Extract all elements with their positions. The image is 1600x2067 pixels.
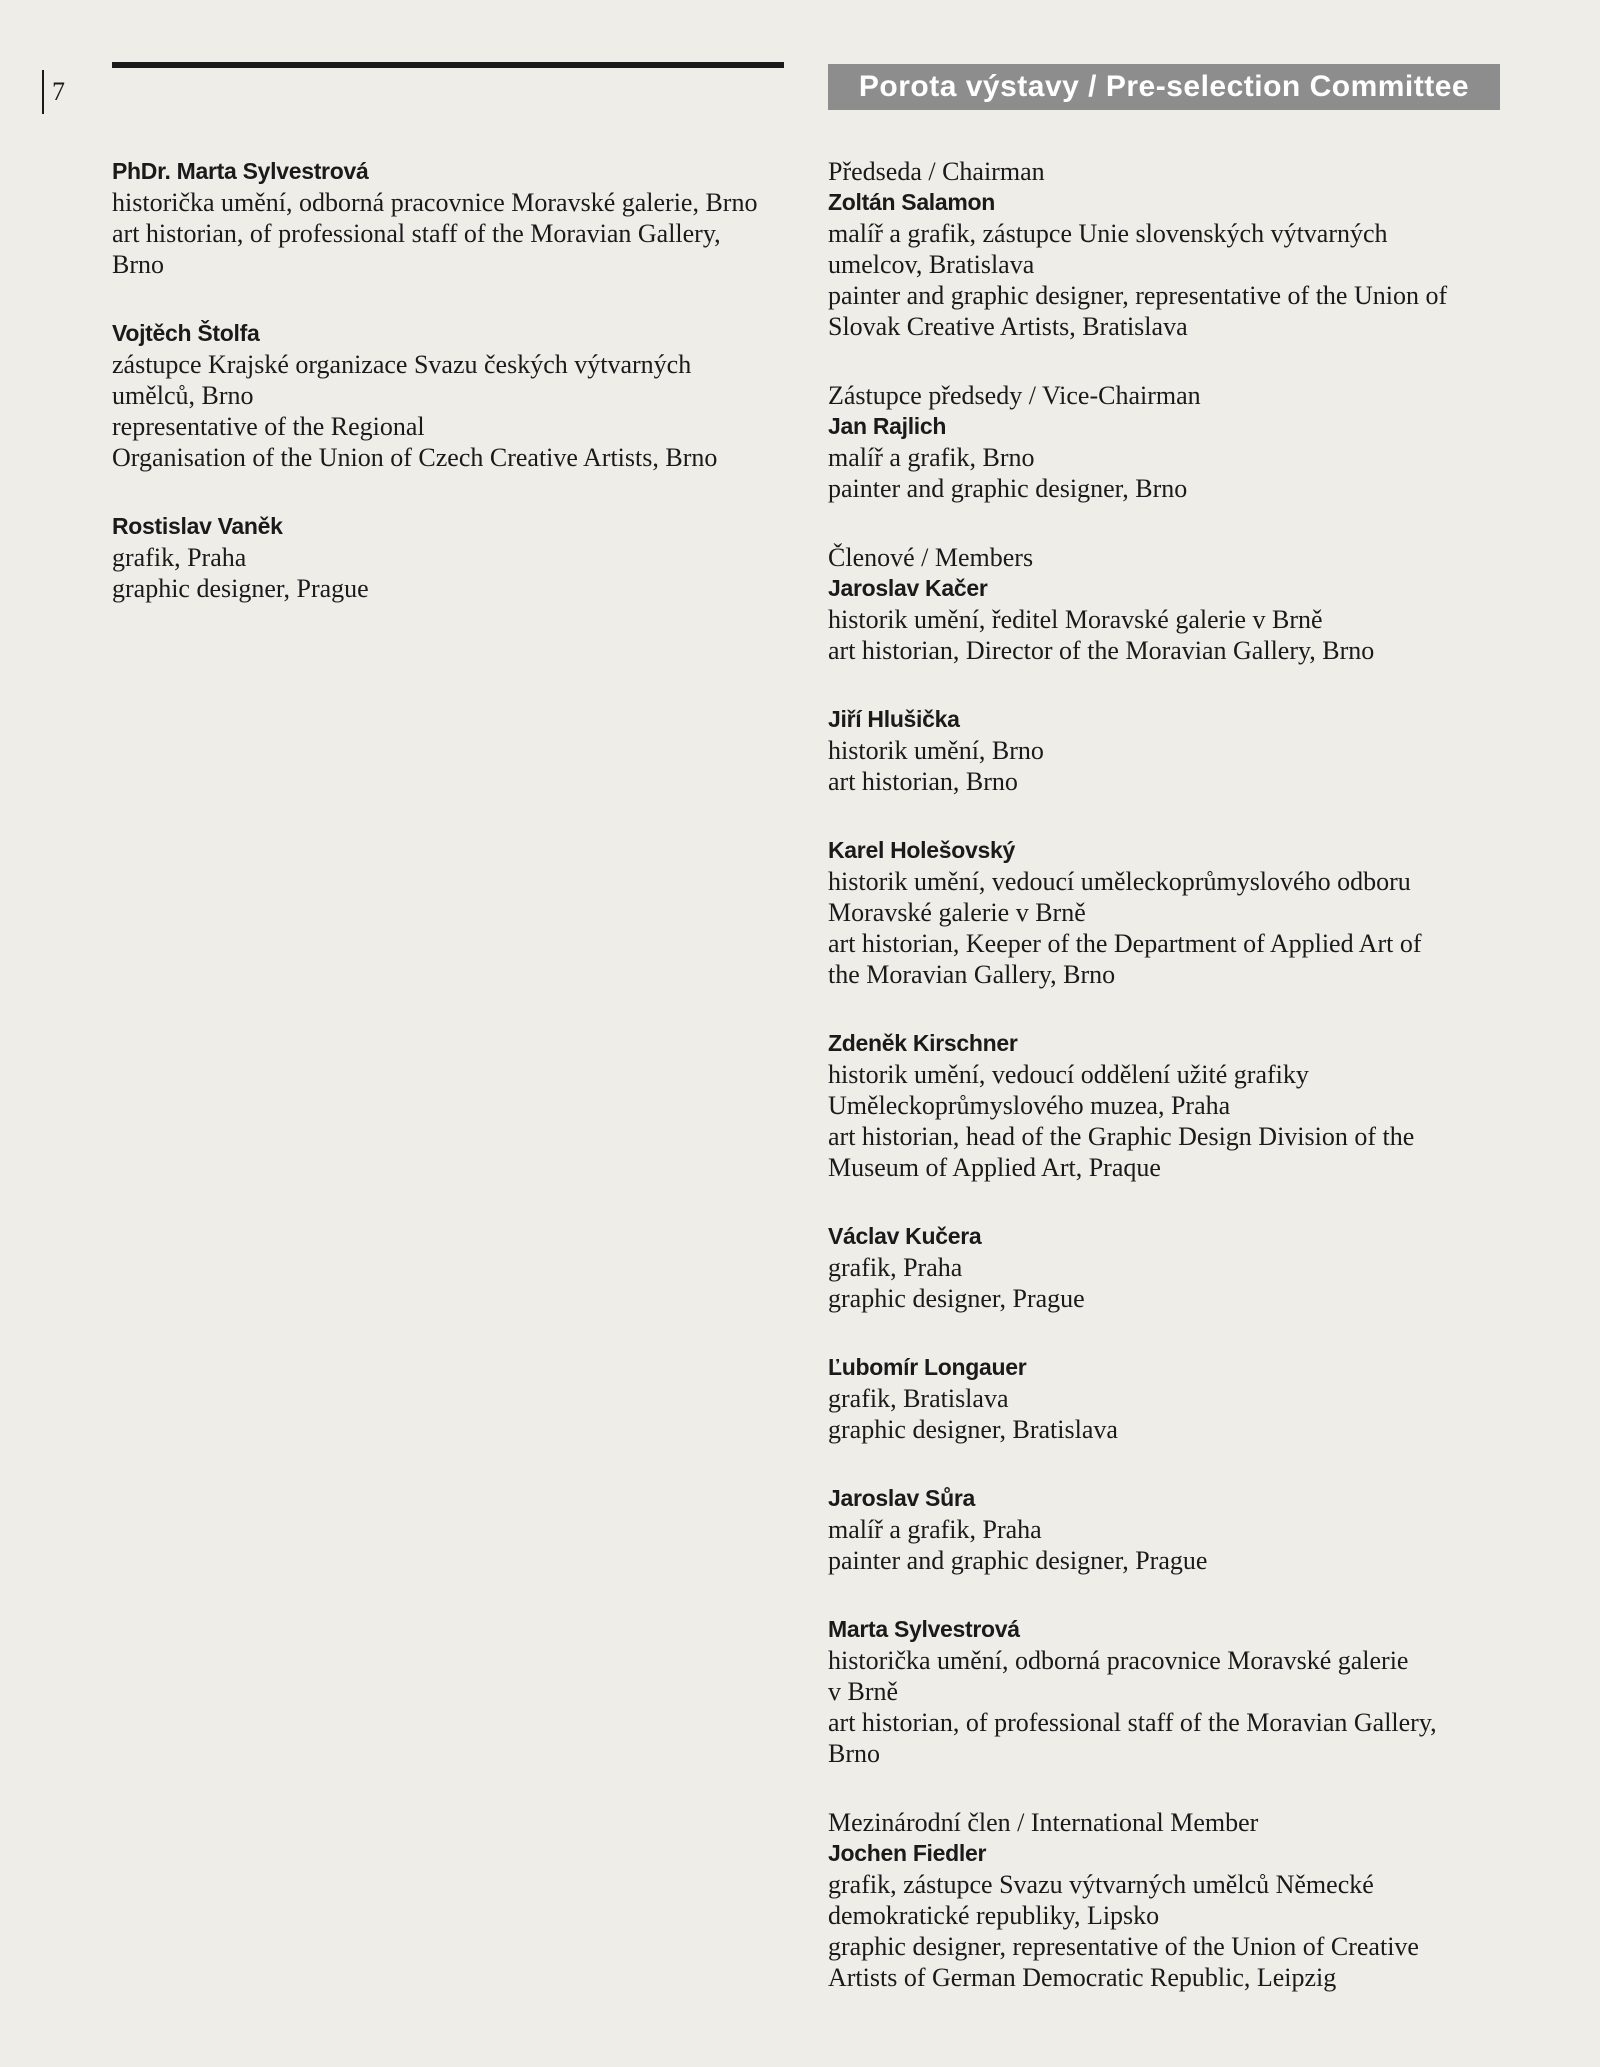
member-role: Mezinárodní člen / International Member — [828, 1808, 1259, 1837]
member-description-line: malíř a grafik, Brno — [828, 443, 1035, 472]
member-description-line: umelcov, Bratislava — [828, 250, 1035, 279]
member-description-line: art historian, of professional staff of the Moravian Gallery, — [112, 219, 721, 248]
member-description-line: graphic designer, Prague — [112, 574, 369, 603]
member-description-line: malíř a grafik, Praha — [828, 1515, 1042, 1544]
member-role: Členové / Members — [828, 543, 1034, 572]
committee-member-entry — [828, 704, 1508, 797]
member-description-line: art historian, of professional staff of the Moravian Gallery, — [828, 1708, 1437, 1737]
member-description-line: Moravské galerie v Brně — [828, 898, 1086, 927]
member-description-line: painter and graphic designer, representative of the Union of — [828, 281, 1448, 310]
section-title: Porota výstavy / Pre-selection Committee — [858, 70, 1470, 103]
committee-member-entry — [828, 1221, 1508, 1314]
member-description-line: art historian, Keeper of the Department of Applied Art of — [828, 929, 1422, 958]
member-description-line: Brno — [112, 250, 164, 279]
committee-member-entry — [828, 1483, 1508, 1576]
member-description-line: graphic designer, representative of the Union of Creative — [828, 1932, 1419, 1961]
member-name: Jiří Hlušička — [828, 706, 960, 732]
member-name: Jaroslav Sůra — [828, 1485, 975, 1511]
member-description-line: graphic designer, Bratislava — [828, 1415, 1118, 1444]
member-name: Václav Kučera — [828, 1223, 982, 1249]
member-name: Jaroslav Kačer — [828, 575, 988, 601]
member-description-line: Slovak Creative Artists, Bratislava — [828, 312, 1188, 341]
member-description-line: historik umění, Brno — [828, 736, 1044, 765]
committee-member-entry — [828, 1028, 1508, 1183]
committee-member-entry — [828, 835, 1508, 990]
member-name: Zdeněk Kirschner — [828, 1030, 1018, 1056]
right-column — [828, 156, 1508, 2031]
left-column — [112, 156, 792, 642]
member-description-line: grafik, Bratislava — [828, 1384, 1009, 1413]
member-role: Předseda / Chairman — [828, 157, 1045, 186]
member-description-line: Artists of German Democratic Republic, Leipzig — [828, 1963, 1337, 1992]
member-description-line: historik umění, vedoucí oddělení užité grafiky — [828, 1060, 1309, 1089]
member-description-line: Museum of Applied Art, Praque — [828, 1153, 1161, 1182]
member-name: Vojtěch Štolfa — [112, 320, 260, 346]
member-description-line: Brno — [828, 1739, 880, 1768]
committee-member-entry — [112, 318, 792, 473]
member-description-line: art historian, head of the Graphic Design Division of the — [828, 1122, 1415, 1151]
committee-member-entry — [828, 1614, 1508, 1769]
member-description-line: representative of the Regional — [112, 412, 425, 441]
member-description-line: historik umění, ředitel Moravské galerie v Brně — [828, 605, 1323, 634]
member-description-line: art historian, Brno — [828, 767, 1018, 796]
committee-member-entry — [828, 1352, 1508, 1445]
member-description-line: grafik, Praha — [828, 1253, 963, 1282]
member-name: Rostislav Vaněk — [112, 513, 283, 539]
committee-member-entry — [828, 380, 1508, 504]
member-description-line: zástupce Krajské organizace Svazu českých výtvarných — [112, 350, 692, 379]
member-name: Ľubomír Longauer — [828, 1354, 1027, 1380]
member-description-line: grafik, Praha — [112, 543, 247, 572]
member-description-line: art historian, Director of the Moravian Gallery, Brno — [828, 636, 1375, 665]
member-description-line: grafik, zástupce Svazu výtvarných umělců Německé — [828, 1870, 1374, 1899]
member-name: Jan Rajlich — [828, 413, 947, 439]
committee-member-entry — [112, 511, 792, 604]
member-description-line: historik umění, vedoucí uměleckoprůmyslového odboru — [828, 867, 1411, 896]
member-description-line: the Moravian Gallery, Brno — [828, 960, 1116, 989]
committee-member-entry — [112, 156, 792, 280]
member-name: Marta Sylvestrová — [828, 1616, 1020, 1642]
section-header-banner — [828, 64, 1500, 110]
member-description-line: demokratické republiky, Lipsko — [828, 1901, 1160, 1930]
member-name: Zoltán Salamon — [828, 189, 996, 215]
member-name: Karel Holešovský — [828, 837, 1015, 863]
header-rule — [112, 62, 784, 68]
member-description-line: umělců, Brno — [112, 381, 254, 410]
member-description-line: painter and graphic designer, Brno — [828, 474, 1188, 503]
member-description-line: graphic designer, Prague — [828, 1284, 1085, 1313]
committee-member-entry — [828, 156, 1508, 342]
page-number: 7 — [42, 70, 65, 114]
member-description-line: malíř a grafik, zástupce Unie slovenských výtvarných — [828, 219, 1388, 248]
member-description-line: historička umění, odborná pracovnice Moravské galerie — [828, 1646, 1409, 1675]
member-role: Zástupce předsedy / Vice-Chairman — [828, 381, 1201, 410]
member-description-line: Organisation of the Union of Czech Creative Artists, Brno — [112, 443, 718, 472]
member-description-line: painter and graphic designer, Prague — [828, 1546, 1208, 1575]
member-name: Jochen Fiedler — [828, 1840, 987, 1866]
committee-member-entry — [828, 1807, 1508, 1993]
member-description-line: historička umění, odborná pracovnice Moravské galerie, Brno — [112, 188, 758, 217]
member-description-line: v Brně — [828, 1677, 899, 1706]
committee-member-entry — [828, 542, 1508, 666]
member-name: PhDr. Marta Sylvestrová — [112, 158, 369, 184]
member-description-line: Uměleckoprůmyslového muzea, Praha — [828, 1091, 1231, 1120]
